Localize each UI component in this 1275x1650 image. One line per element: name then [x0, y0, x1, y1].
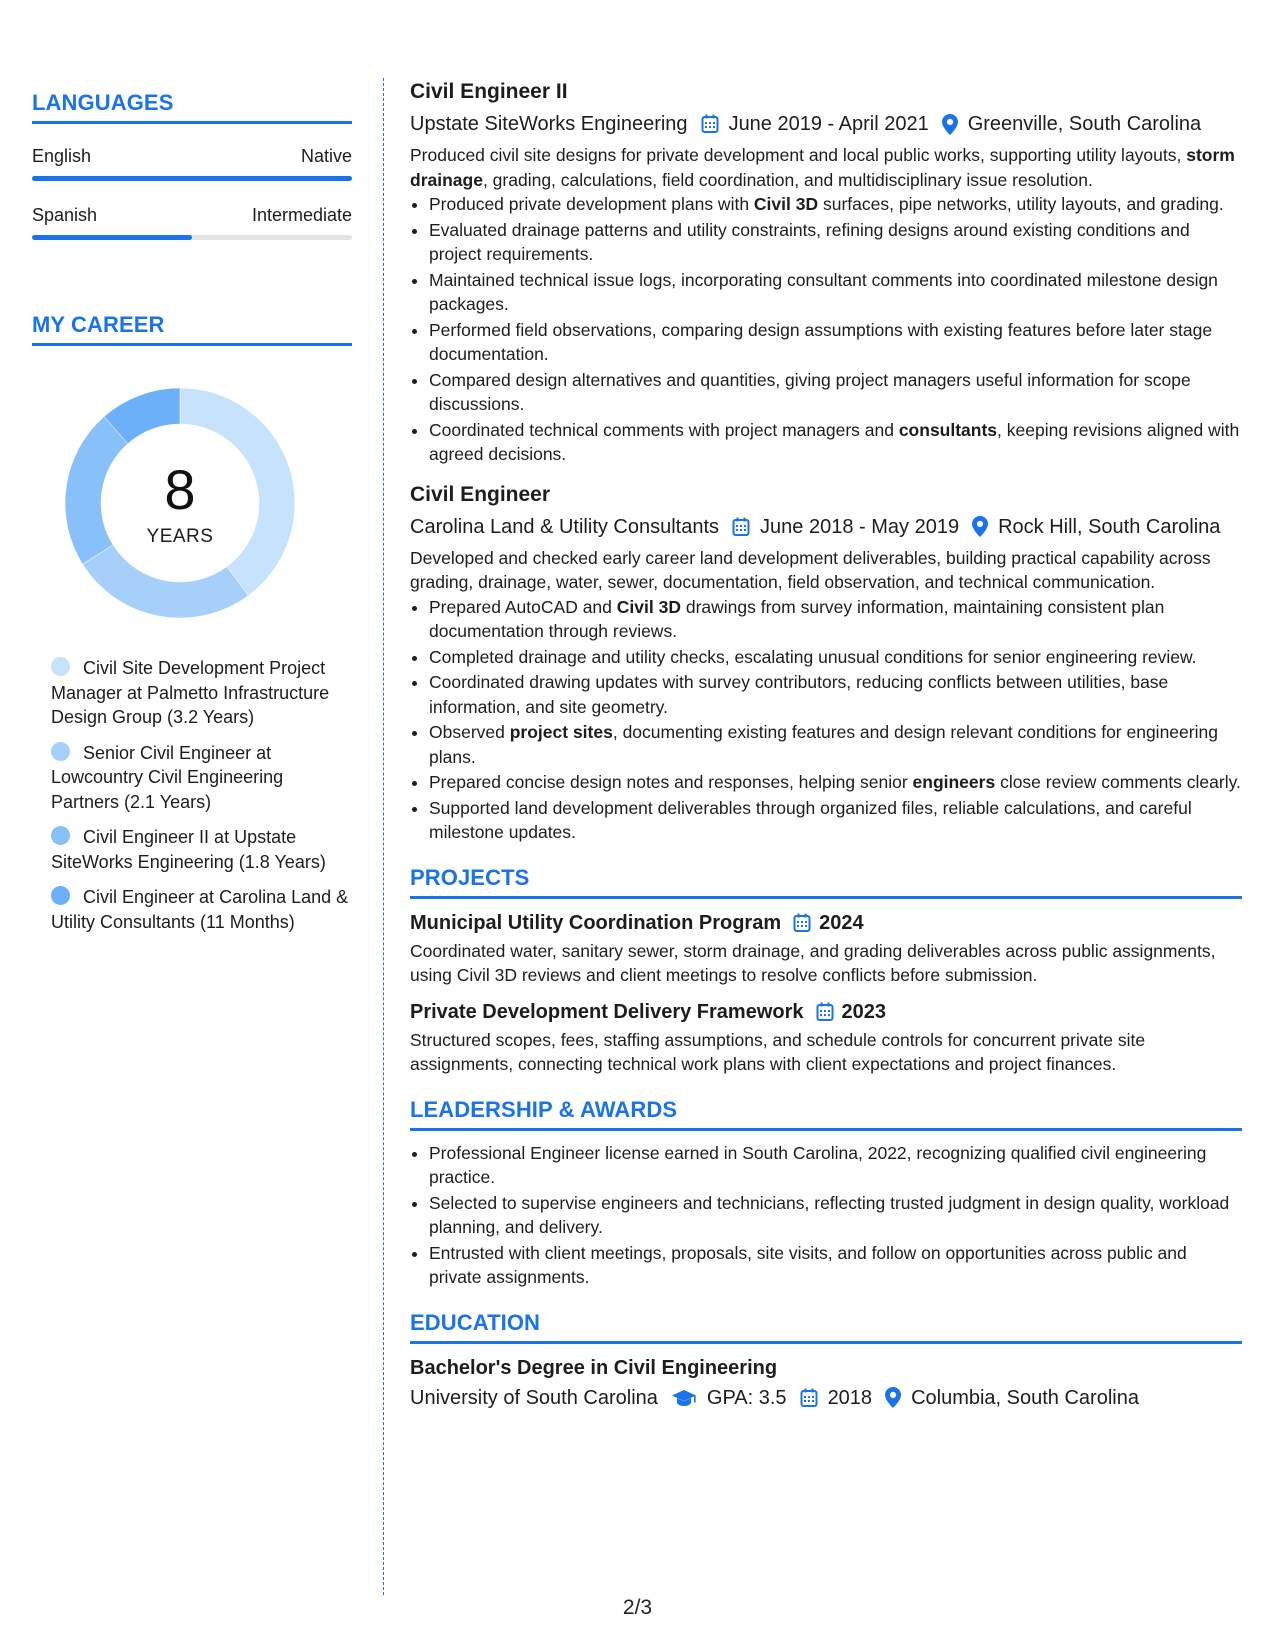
- job-bullet: • Supported land development deliverables through organized files, reliable calculations, and careful milestone updates.: [429, 796, 1242, 845]
- job-title: Civil Engineer II: [410, 80, 568, 103]
- job-entry: [410, 481, 1242, 845]
- job-company: Upstate SiteWorks Engineering: [410, 113, 688, 135]
- job-bullet: • Produced private development plans with Civil 3D surfaces, pipe networks, utility layouts, and grading.: [429, 192, 1242, 217]
- job-location: Rock Hill, South Carolina: [998, 515, 1221, 538]
- location-pin-icon: [972, 516, 988, 537]
- page-number: 2/3: [622, 1596, 653, 1619]
- project-description: Coordinated water, sanitary sewer, storm drainage, and grading deliverables across public assignments, using Civil 3D reviews and client meetings to resolve conflicts before submission.: [410, 940, 1216, 985]
- career-total-years: 8: [164, 458, 196, 521]
- career-donut-chart: [65, 388, 295, 618]
- language-item: [32, 146, 352, 181]
- leadership-bullet: • Entrusted with client meetings, proposals, site visits, and follow on opportunities across public and private assignments.: [429, 1241, 1242, 1290]
- job-summary: Developed and checked early career land development deliverables, building practical capability across grading, drainage, water, sewer, documentation, field observation, and technical communication.: [410, 547, 1211, 592]
- project-year: 2023: [841, 1000, 887, 1023]
- leadership-bullets: [410, 1141, 1242, 1290]
- main-content: [410, 78, 1242, 1412]
- education-heading: EDUCATION: [410, 1310, 1242, 1344]
- job-location: Greenville, South Carolina: [967, 113, 1202, 135]
- language-proficiency-fill: [32, 235, 192, 240]
- education-degree: Bachelor's Degree in Civil Engineering: [410, 1356, 778, 1379]
- education-section: [410, 1310, 1242, 1412]
- calendar-icon: [800, 1388, 818, 1408]
- job-summary-text: Produced civil site designs for private development and local public works, supporting utility layouts,: [410, 145, 1187, 165]
- sidebar: [32, 90, 352, 945]
- location-pin-icon: [942, 114, 958, 135]
- calendar-icon: [701, 114, 719, 134]
- calendar-icon: [816, 1002, 834, 1022]
- language-proficiency-fill: [32, 176, 352, 181]
- projects-heading: PROJECTS: [410, 865, 1242, 899]
- calendar-icon: [732, 517, 750, 537]
- calendar-icon: [793, 913, 811, 933]
- job-bullets: [410, 595, 1242, 845]
- job-bullet: • Observed project sites, documenting existing features and design relevant conditions for engineering plans.: [429, 720, 1242, 769]
- job-bullet: • Compared design alternatives and quantities, giving project managers useful information for scope discussions.: [429, 368, 1242, 417]
- project-entry: [410, 998, 1242, 1077]
- job-bullet: • Prepared AutoCAD and Civil 3D drawings from survey information, maintaining consistent plan documentation through reviews.: [429, 595, 1242, 644]
- job-summary-bold: storm drainage: [410, 145, 1235, 190]
- language-proficiency-bar: [32, 176, 352, 181]
- job-dates: June 2018 - May 2019: [760, 515, 960, 538]
- project-year: 2024: [819, 911, 864, 934]
- job-bullet: • Maintained technical issue logs, incorporating consultant comments into coordinated milestone design packages.: [429, 268, 1242, 317]
- project-description: Structured scopes, fees, staffing assumptions, and schedule controls for concurrent private site assignments, connecting technical work plans with client expectations and project finances.: [410, 1029, 1146, 1074]
- language-name: Spanish: [32, 205, 98, 225]
- project-name: Municipal Utility Coordination Program: [410, 911, 782, 934]
- legend-dot: [51, 657, 70, 676]
- language-level: Native: [300, 146, 352, 166]
- language-proficiency-bar: [32, 235, 352, 240]
- education-year: 2018: [827, 1386, 873, 1409]
- legend-dot: [51, 886, 70, 905]
- project-entry: [410, 909, 1242, 988]
- career-legend-text: Civil Site Development Project Manager at Palmetto Infrastructure Design Group (3.2 Years): [51, 658, 330, 727]
- education-gpa: GPA: 3.5: [706, 1386, 787, 1409]
- job-bullet: • Evaluated drainage patterns and utility constraints, refining designs around existing conditions and project requirements.: [429, 218, 1242, 267]
- job-summary-text: , grading, calculations, field coordination, and multidisciplinary issue resolution.: [482, 169, 1093, 190]
- leadership-bullet: • Professional Engineer license earned in South Carolina, 2022, recognizing qualified civil engineering practice.: [429, 1141, 1242, 1190]
- language-item: [32, 205, 352, 240]
- job-bullet: • Prepared concise design notes and responses, helping senior engineers close review comments clearly.: [429, 770, 1242, 795]
- career-legend-item: [51, 825, 352, 874]
- location-pin-icon: [885, 1387, 901, 1408]
- legend-dot: [51, 742, 70, 761]
- job-bullets: [410, 192, 1242, 467]
- career-legend-text: Civil Engineer at Carolina Land & Utility Consultants (11 Months): [51, 887, 349, 932]
- job-bullet: • Coordinated drawing updates with survey contributors, reducing conflicts between utilities, base information, and site geometry.: [429, 670, 1242, 719]
- career-legend-item: [51, 885, 352, 934]
- career-legend-item: [51, 656, 352, 730]
- job-summary: [410, 143, 1242, 192]
- language-level: Intermediate: [251, 205, 352, 225]
- project-name: Private Development Delivery Framework: [410, 1000, 804, 1023]
- career-legend-text: Civil Engineer II at Upstate SiteWorks Engineering (1.8 Years): [51, 827, 326, 872]
- career-legend-item: [51, 741, 352, 815]
- education-location: Columbia, South Carolina: [911, 1386, 1139, 1409]
- job-dates: June 2019 - April 2021: [728, 113, 929, 135]
- projects-section: [410, 865, 1242, 1077]
- languages-heading: LANGUAGES: [32, 90, 352, 124]
- career-heading: MY CAREER: [32, 312, 352, 346]
- career-legend-text: Senior Civil Engineer at Lowcountry Civil Engineering Partners (2.1 Years): [51, 742, 284, 812]
- legend-dot: [51, 826, 70, 845]
- column-divider: [383, 78, 384, 1595]
- language-name: English: [32, 146, 92, 166]
- job-bullet: • Completed drainage and utility checks, escalating unusual conditions for senior engineering review.: [429, 645, 1242, 670]
- job-bullet: • Performed field observations, comparing design assumptions with existing features before later stage documentation.: [429, 318, 1242, 367]
- career-legend: [51, 656, 352, 934]
- job-title: Civil Engineer: [410, 482, 551, 506]
- job-bullet: • Coordinated technical comments with project managers and consultants, keeping revisions aligned with agreed decisions.: [429, 418, 1242, 467]
- leadership-heading: LEADERSHIP & AWARDS: [410, 1097, 1242, 1131]
- graduation-cap-icon: [671, 1389, 697, 1407]
- education-school: University of South Carolina: [410, 1386, 658, 1409]
- career-total-unit: YEARS: [146, 526, 214, 547]
- leadership-bullet: • Selected to supervise engineers and technicians, reflecting trusted judgment in design quality, workload planning, and delivery.: [429, 1191, 1242, 1240]
- leadership-section: [410, 1097, 1242, 1290]
- job-entry: [410, 78, 1242, 467]
- job-company: Carolina Land & Utility Consultants: [410, 515, 720, 538]
